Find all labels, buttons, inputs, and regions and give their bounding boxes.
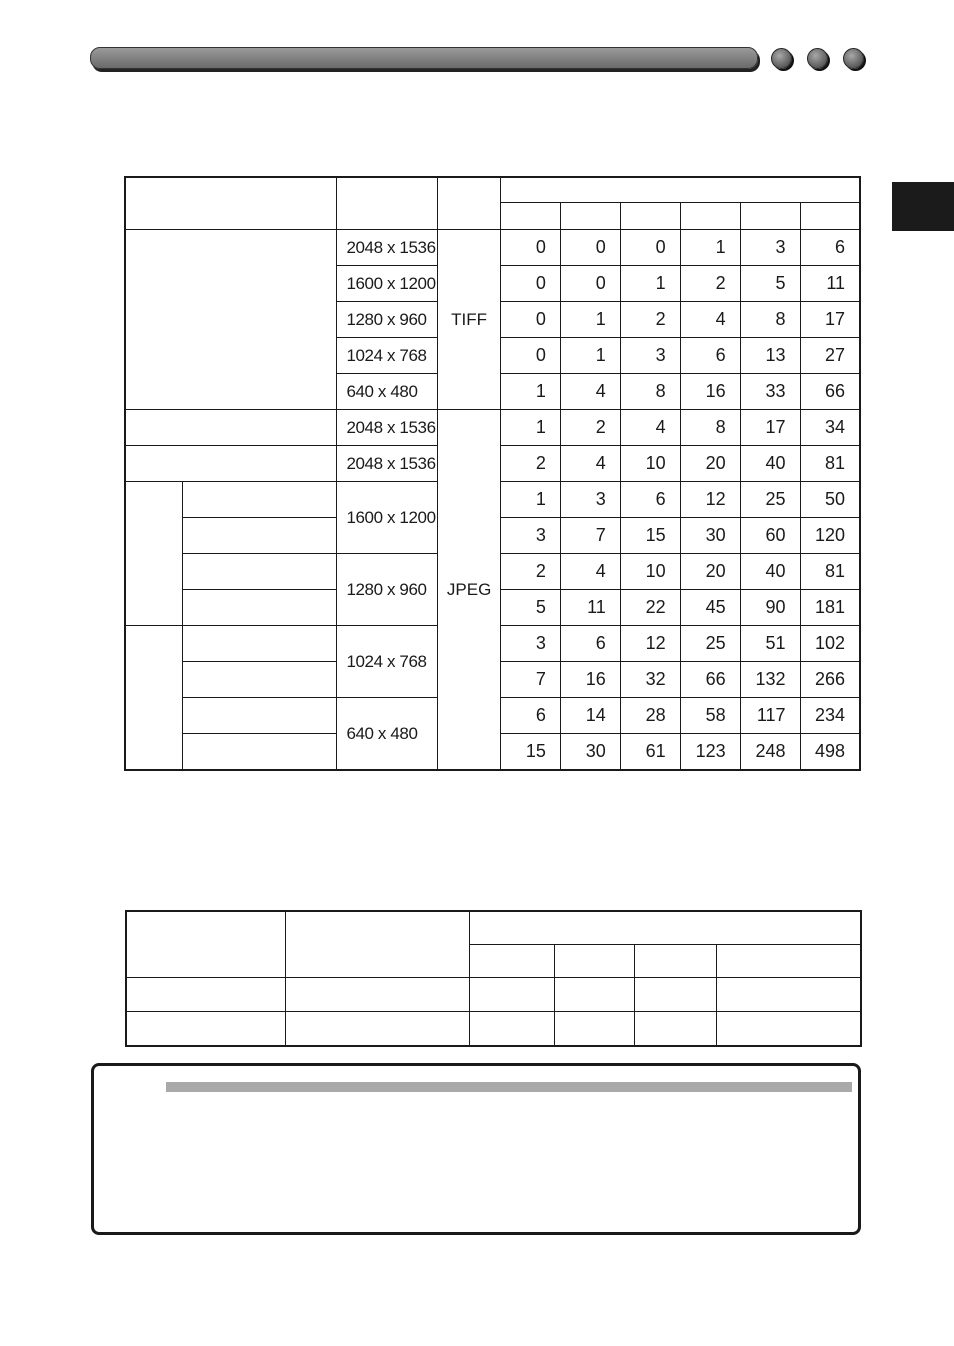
header-cell-mode [125,177,337,230]
count-cell: 10 [620,554,680,590]
quality-cell [183,626,337,662]
count-cell: 22 [620,590,680,626]
secondary-header-row [126,911,861,945]
count-cell: 123 [680,734,740,771]
count-cell: 13 [740,338,800,374]
secondary-cell [286,1012,469,1047]
resolution-cell: 1280 x 960 [337,302,438,338]
quality-cell [183,590,337,626]
header-capacity-5 [740,203,800,230]
resolution-cell: 2048 x 1536 [337,230,438,266]
count-cell: 66 [800,374,860,410]
count-cell: 25 [740,482,800,518]
secondary-subheader-cell [555,945,635,978]
count-cell: 1 [560,338,620,374]
secondary-table [125,910,862,1047]
count-cell: 6 [680,338,740,374]
count-cell: 4 [680,302,740,338]
count-cell: 181 [800,590,860,626]
count-cell: 16 [560,662,620,698]
count-cell: 0 [560,230,620,266]
count-cell: 120 [800,518,860,554]
count-cell: 0 [501,266,561,302]
count-cell: 117 [740,698,800,734]
count-cell: 60 [740,518,800,554]
count-cell: 15 [620,518,680,554]
count-cell: 266 [800,662,860,698]
count-cell: 12 [620,626,680,662]
count-cell: 30 [680,518,740,554]
count-cell: 11 [560,590,620,626]
count-cell: 1 [560,302,620,338]
count-cell: 248 [740,734,800,771]
mode-cell [125,410,337,446]
header-cell-capacity [501,177,860,203]
header-dot-2 [807,48,828,69]
count-cell: 15 [501,734,561,771]
resolution-cell: 1600 x 1200 [337,482,438,554]
count-cell: 16 [680,374,740,410]
count-cell: 50 [800,482,860,518]
count-cell: 498 [800,734,860,771]
secondary-cell [286,978,469,1012]
count-cell: 11 [800,266,860,302]
secondary-cell [635,978,717,1012]
count-cell: 2 [680,266,740,302]
table-row [125,230,860,266]
secondary-cell [126,1012,286,1047]
count-cell: 4 [620,410,680,446]
quality-cell [183,518,337,554]
count-cell: 1 [501,374,561,410]
secondary-cell [469,978,555,1012]
count-cell: 3 [620,338,680,374]
count-cell: 6 [620,482,680,518]
resolution-cell: 1024 x 768 [337,626,438,698]
count-cell: 2 [501,554,561,590]
quality-cell [183,482,337,518]
count-cell: 4 [560,554,620,590]
count-cell: 3 [501,626,561,662]
count-cell: 12 [680,482,740,518]
count-cell: 4 [560,374,620,410]
count-cell: 6 [501,698,561,734]
count-cell: 6 [560,626,620,662]
count-cell: 40 [740,446,800,482]
count-cell: 1 [680,230,740,266]
count-cell: 1 [501,482,561,518]
count-cell: 5 [501,590,561,626]
secondary-header-cell-2 [286,911,469,978]
section-tab [892,182,954,231]
quality-cell [183,662,337,698]
count-cell: 66 [680,662,740,698]
mode-cell-tiff [125,230,337,410]
secondary-subheader-cell [716,945,861,978]
secondary-cell [635,1012,717,1047]
header-cell-format [438,177,501,230]
secondary-subheader-cell [635,945,717,978]
count-cell: 0 [501,302,561,338]
header-dot-1 [771,48,792,69]
table-row [126,1012,861,1047]
header-capacity-6 [800,203,860,230]
secondary-header-cell-3 [469,911,861,945]
resolution-cell: 1280 x 960 [337,554,438,626]
count-cell: 33 [740,374,800,410]
count-cell: 3 [560,482,620,518]
mode-cell [125,446,337,482]
count-cell: 1 [501,410,561,446]
count-cell: 132 [740,662,800,698]
count-cell: 2 [620,302,680,338]
count-cell: 45 [680,590,740,626]
count-cell: 25 [680,626,740,662]
resolution-cell: 2048 x 1536 [337,410,438,446]
header-capacity-2 [560,203,620,230]
format-cell-tiff: TIFF [438,230,501,410]
count-cell: 7 [501,662,561,698]
header-capacity-4 [680,203,740,230]
count-cell: 90 [740,590,800,626]
count-cell: 8 [740,302,800,338]
note-heading-bar [166,1082,852,1092]
table-header-row [125,177,860,203]
secondary-header-cell-1 [126,911,286,978]
storage-capacity-table [124,176,861,771]
count-cell: 34 [800,410,860,446]
count-cell: 2 [560,410,620,446]
secondary-cell [555,1012,635,1047]
count-cell: 81 [800,446,860,482]
count-cell: 20 [680,446,740,482]
secondary-cell [469,1012,555,1047]
header-dot-3 [843,48,864,69]
count-cell: 5 [740,266,800,302]
quality-cell [183,698,337,734]
count-cell: 3 [501,518,561,554]
quality-cell [183,554,337,590]
count-cell: 234 [800,698,860,734]
count-cell: 51 [740,626,800,662]
count-cell: 40 [740,554,800,590]
secondary-subheader-cell [469,945,555,978]
format-cell-jpeg: JPEG [438,410,501,771]
count-cell: 28 [620,698,680,734]
header-bar [90,47,758,69]
count-cell: 3 [740,230,800,266]
count-cell: 102 [800,626,860,662]
count-cell: 8 [620,374,680,410]
count-cell: 4 [560,446,620,482]
secondary-cell [716,1012,861,1047]
resolution-cell: 1024 x 768 [337,338,438,374]
group-cell-a [125,482,183,626]
count-cell: 27 [800,338,860,374]
count-cell: 17 [800,302,860,338]
table-row [125,410,860,446]
header-capacity-1 [501,203,561,230]
count-cell: 61 [620,734,680,771]
count-cell: 20 [680,554,740,590]
table-row [126,978,861,1012]
resolution-cell: 1600 x 1200 [337,266,438,302]
quality-cell [183,734,337,771]
resolution-cell: 2048 x 1536 [337,446,438,482]
count-cell: 14 [560,698,620,734]
secondary-cell [716,978,861,1012]
count-cell: 6 [800,230,860,266]
resolution-cell: 640 x 480 [337,374,438,410]
count-cell: 81 [800,554,860,590]
count-cell: 17 [740,410,800,446]
count-cell: 32 [620,662,680,698]
count-cell: 58 [680,698,740,734]
secondary-cell [126,978,286,1012]
resolution-cell: 640 x 480 [337,698,438,771]
count-cell: 7 [560,518,620,554]
count-cell: 2 [501,446,561,482]
count-cell: 1 [620,266,680,302]
group-cell-b [125,626,183,771]
header-cell-resolution [337,177,438,230]
count-cell: 0 [560,266,620,302]
count-cell: 30 [560,734,620,771]
secondary-cell [555,978,635,1012]
count-cell: 0 [620,230,680,266]
count-cell: 8 [680,410,740,446]
count-cell: 10 [620,446,680,482]
header-capacity-3 [620,203,680,230]
count-cell: 0 [501,230,561,266]
count-cell: 0 [501,338,561,374]
